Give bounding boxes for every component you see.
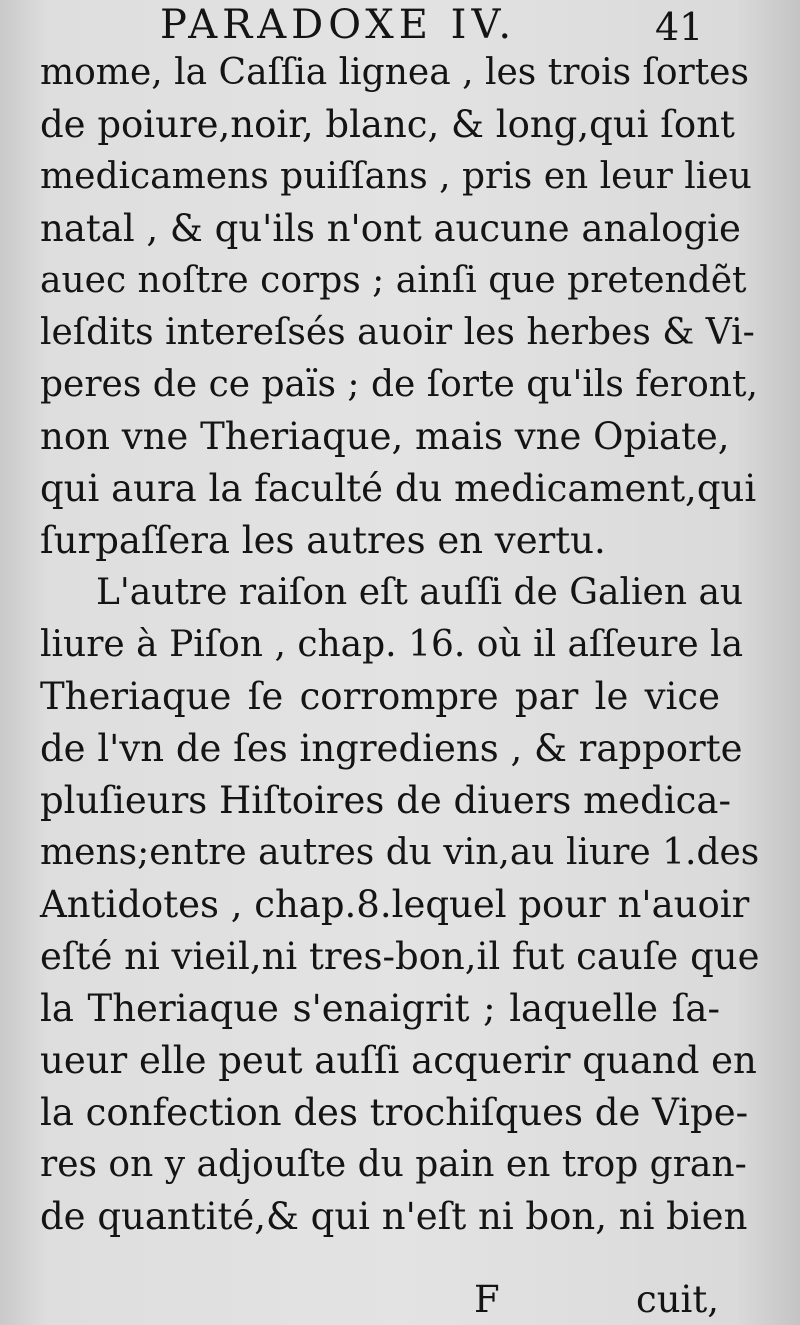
- text-line: mome, la Caſſia lignea , les trois ſortes: [40, 52, 749, 93]
- running-head: PARADOXE IV.: [160, 2, 517, 48]
- text-line: ueur elle peut auſſi acquerir quand en: [40, 1039, 757, 1082]
- text-line: medicamens puiſſans , pris en leur lieu: [40, 156, 752, 197]
- text-line: de poiure,noir, blanc, & long,qui ſont: [40, 103, 735, 146]
- paragraph-end-line: ſurpaſſera les autres en vertu.: [40, 519, 606, 562]
- text-line: Theriaque ſe corrompre par le vice: [40, 675, 720, 718]
- text-line: peres de ce païs ; de ſorte qu'ils feront,: [40, 364, 758, 405]
- text-line: auec noſtre corps ; ainſi que pretendẽt: [40, 260, 747, 301]
- text-line: mens;entre autres du vin,au liure 1.des: [40, 832, 760, 873]
- text-line: res on y adjouſte du pain en trop gran-: [40, 1144, 747, 1185]
- signature-mark: F: [474, 1278, 500, 1321]
- text-line: de l'vn de ſes ingrediens , & rapporte: [40, 727, 743, 770]
- text-line: qui aura la faculté du medicament,qui: [40, 467, 757, 510]
- text-line: de quantité,& qui n'eſt ni bon, ni bien: [40, 1195, 748, 1238]
- text-line: Antidotes , chap.8.lequel pour n'auoir: [40, 883, 750, 926]
- text-line: natal , & qu'ils n'ont aucune analogie: [40, 207, 741, 250]
- paragraph-start-line: L'autre raiſon eſt auſſi de Galien au: [96, 572, 744, 613]
- text-line: liure à Piſon , chap. 16. où il aſſeure la: [40, 624, 744, 665]
- text-line: eſté ni vieil,ni tres-bon,il fut cauſe que: [40, 935, 760, 978]
- text-line: la Theriaque s'enaigrit ; laquelle ſa-: [40, 987, 720, 1030]
- page-footer: [0, 1275, 800, 1325]
- text-line: leſdits intereſsés auoir les herbes & Vi-: [40, 312, 755, 353]
- page-header: [0, 2, 800, 48]
- text-line: non vne Theriaque, mais vne Opiate,: [40, 415, 730, 458]
- page-number: 41: [655, 5, 704, 49]
- text-line: pluſieurs Hiſtoires de diuers medica-: [40, 779, 731, 822]
- text-line: la confection des trochiſques de Vipe-: [40, 1091, 749, 1134]
- catchword: cuit,: [636, 1278, 720, 1321]
